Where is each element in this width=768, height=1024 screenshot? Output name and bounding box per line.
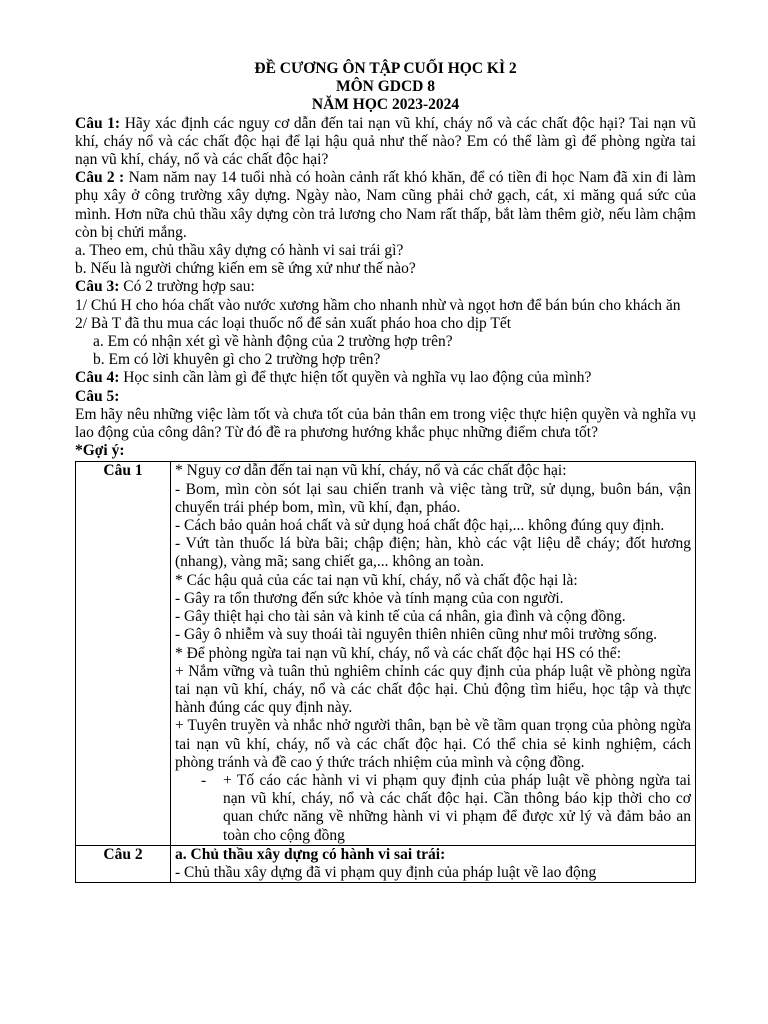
question-2-part-b: b. Nếu là người chứng kiến em sẽ ứng xử như thế nào? xyxy=(75,260,416,278)
answer-label-1: Câu 1 xyxy=(76,462,171,845)
question-2-part-a: a. Theo em, chủ thầu xây dựng có hành vi sai trái gì? xyxy=(75,242,404,260)
answer-line: - Gây ra tổn thương đến sức khỏe và tính mạng của con người. xyxy=(175,589,564,607)
question-1 xyxy=(75,115,696,170)
question-2 xyxy=(75,169,696,242)
question-3 xyxy=(75,278,696,296)
answer-table xyxy=(75,461,696,883)
question-4 xyxy=(75,369,696,387)
answer-content-2 xyxy=(171,845,696,882)
answer-line: - Bom, mìn còn sót lại sau chiến tranh và việc tàng trữ, sử dụng, buôn bán, vận chuyển trái phép bom, mìn, vũ khí, đạn, pháo. xyxy=(175,480,691,516)
question-5-text: Em hãy nêu những việc làm tốt và chưa tốt của bản thân em trong việc thực hiện quyền và nghĩa vụ lao động của công dân? Từ đó đề ra phương hướng khắc phục những điểm chưa tốt? xyxy=(75,405,696,442)
answer-line: * Để phòng ngừa tai nạn vũ khí, cháy, nổ và các chất độc hại HS có thể: xyxy=(175,644,621,662)
answer-content-1 xyxy=(171,462,696,845)
question-3-part-b: b. Em có lời khuyên gì cho 2 trường hợp trên? xyxy=(93,351,381,369)
table-row xyxy=(76,845,696,882)
answer-line: * Nguy cơ dẫn đến tai nạn vũ khí, cháy, nổ và các chất độc hại: xyxy=(175,462,567,480)
answer-dash-text: + Tố cáo các hành vi vi phạm quy định của pháp luật về phòng ngừa tai nạn vũ khí, cháy, nổ và các chất độc hại. Cần thông báo kịp thời cho cơ quan chức năng về những hành vi vi phạm để được xử lý và đảm bảo an toàn cho cộng đồng xyxy=(223,771,691,844)
question-4-text: Học sinh cần làm gì để thực hiện tốt quyền và nghĩa vụ lao động của mình? xyxy=(119,369,592,387)
doc-title: ĐỀ CƯƠNG ÔN TẬP CUỐI HỌC KÌ 2 xyxy=(254,60,517,77)
question-2-text: Nam năm nay 14 tuổi nhà có hoàn cảnh rất khó khăn, để có tiền đi học Nam đã xin đi làm phụ xây ở công trường xây dựng. Ngày nào, Nam cũng phải chở gạch, cát, xi măng quá sức của mình. Hơn nữa chủ thầu xây dựng còn trả lương cho Nam rất thấp, bắt làm thêm giờ, nếu làm chậm còn bị chửi mắng. xyxy=(75,169,696,241)
question-4-label: Câu 4: xyxy=(75,369,120,387)
answer-line: - Gây ô nhiễm và suy thoái tài nguyên thiên nhiên cũng như môi trường sống. xyxy=(175,626,658,644)
answer-label-2: Câu 2 xyxy=(76,845,171,882)
question-3-text: Có 2 trường hợp sau: xyxy=(119,278,255,296)
question-2-label: Câu 2 : xyxy=(75,169,125,187)
answer-heading: a. Chủ thầu xây dựng có hành vi sai trái: xyxy=(175,845,446,863)
document-page xyxy=(75,60,696,883)
answer-line: + Tuyên truyền và nhắc nhở người thân, bạn bè về tầm quan trọng của phòng ngừa tai nạn vũ khí, cháy, nổ và các chất độc hại. Có thể chia sẻ kinh nghiệm, cách phòng tránh và đề cao ý thức trách nhiệm của mình và cộng đồng. xyxy=(175,717,691,771)
answer-line: + Nắm vững và tuân thủ nghiêm chỉnh các quy định của pháp luật về phòng ngừa tai nạn vũ khí, cháy, nổ và các chất độc hại. Chủ động tìm hiểu, học tập và thực hành đúng các quy định này. xyxy=(175,662,691,717)
question-1-text: Hãy xác định các nguy cơ dẫn đến tai nạn vũ khí, cháy nổ và các chất độc hại? Tai nạn vũ khí, cháy nổ và các chất độc hại để lại hậu quả như thế nào? Em có thể làm gì để phòng ngừa tai nạn vũ khí, cháy, nổ và các chất độc hại? xyxy=(75,114,696,169)
question-3-case-2: 2/ Bà T đã thu mua các loại thuốc nổ để sản xuất pháo hoa cho dịp Tết xyxy=(75,314,512,332)
answer-line: * Các hậu quả của các tai nạn vũ khí, cháy, nổ và chất độc hại là: xyxy=(175,571,578,589)
table-row xyxy=(76,462,696,845)
question-3-part-a: a. Em có nhận xét gì về hành động của 2 trường hợp trên? xyxy=(93,333,453,351)
dash-bullet: - xyxy=(201,771,207,789)
question-5-label: Câu 5: xyxy=(75,387,120,405)
answer-line: - Gây thiệt hại cho tài sản và kinh tế của cá nhân, gia đình và cộng đồng. xyxy=(175,608,626,626)
hint-heading: *Gợi ý: xyxy=(75,442,125,460)
question-3-case-1: 1/ Chú H cho hóa chất vào nước xương hầm cho nhanh nhừ và ngọt hơn để bán bún cho khách ăn xyxy=(75,296,681,314)
question-1-label: Câu 1: xyxy=(75,114,121,132)
doc-school-year: NĂM HỌC 2023-2024 xyxy=(311,96,460,114)
answer-line: - Cách bảo quản hoá chất và sử dụng hoá chất độc hại,... không đúng quy định. xyxy=(175,517,665,535)
answer-line: - Vứt tàn thuốc lá bừa bãi; chập điện; hàn, khò các vật liệu dễ cháy; đốt hương (nhang), vàng mã; sang chiết ga,... không an toàn. xyxy=(175,535,691,571)
doc-subject: MÔN GDCD 8 xyxy=(335,78,436,96)
question-3-label: Câu 3: xyxy=(75,278,120,296)
answer-line: - Chủ thầu xây dựng đã vi phạm quy định của pháp luật về lao động xyxy=(175,863,597,881)
answer-dash-item xyxy=(201,772,691,845)
